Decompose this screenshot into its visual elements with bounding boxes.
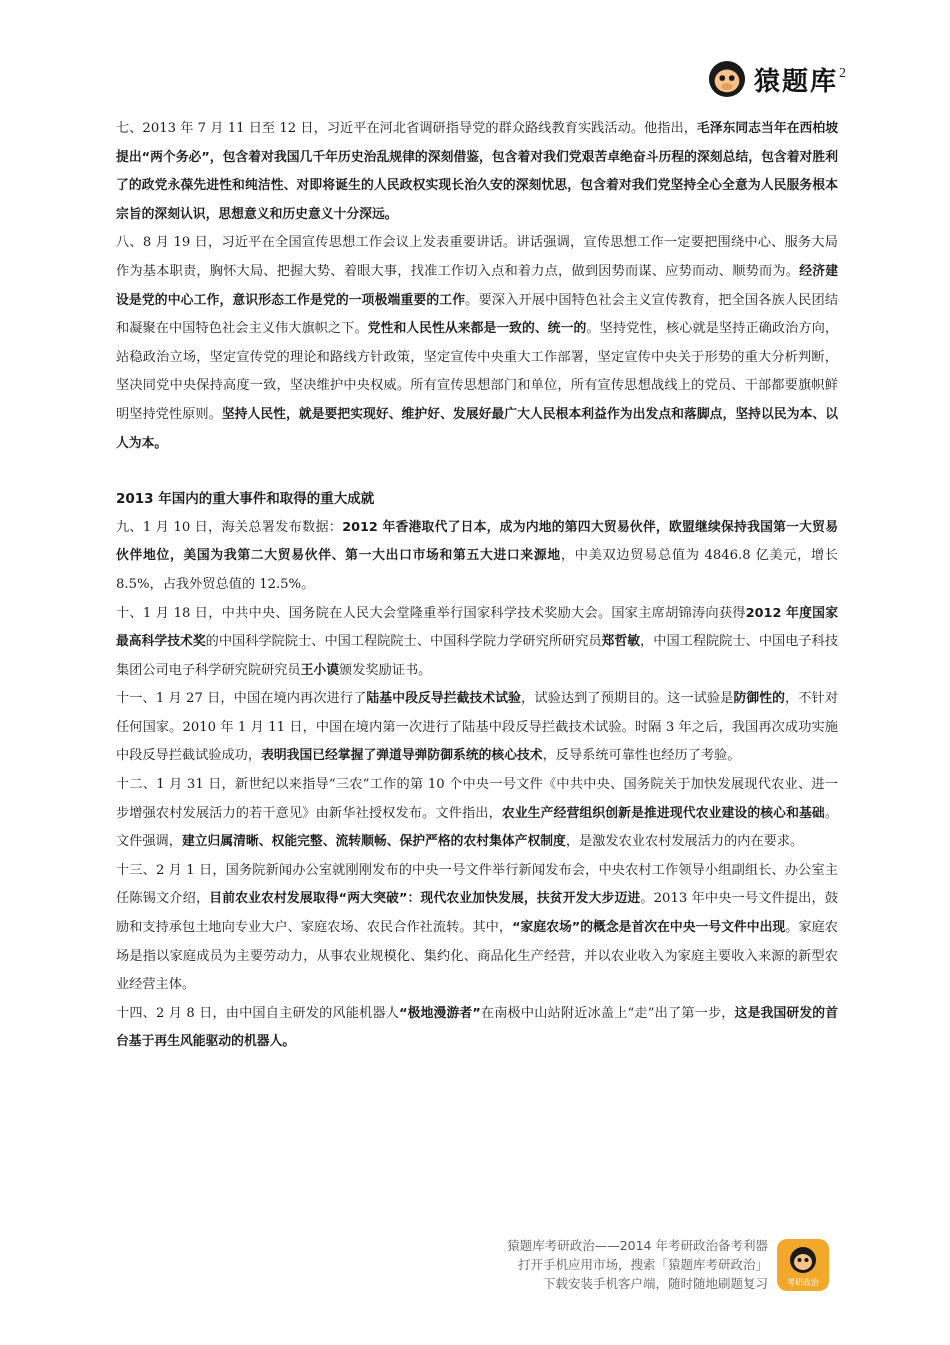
bold-text: 经济建设是党的中心工作，意识形态工作是党的一项极端重要的工作 [116,263,838,308]
text-run: 十、1 月 18 日，中共中央、国务院在人民大会堂隆重举行国家科学技术奖励大会。国家主席胡锦涛向获得 [116,605,746,621]
paragraph [116,514,838,600]
bold-text: 陆基中段反导拦截技术试验 [366,691,522,707]
footer-line-2: 打开手机应用市场，搜索「猿题库考研政治」 [517,1257,768,1272]
text-run: 。坚持党性，核心就是坚持正确政治方向，站稳政治立场，坚定宣传党的理论和路线方针政策，坚定宣传中央重大工作部署，坚定宣传中央关于形势的重大分析判断，坚决同党中央保持高度一致，坚决维护中央权威。所有宣传思想部门和单位，所有宣传思想战线上的党员、干部都要旗帜鲜明坚持党性原则。 [116,321,839,422]
text-run: 八、8 月 19 日，习近平在全国宣传思想工作会议上发表重要讲话。讲话强调，宣传思想工作一定要把围绕中心、服务大局作为基本职责，胸怀大局、把握大势、着眼大事，找准工作切入点和着力点，做到因势而谋、应势而动、顺势而为。 [116,235,838,279]
text-run: 。要深入开展中国特色社会主义宣传教育，把全国各族人民团结和凝聚在中国特色社会主义伟大旗帜之下。 [116,292,839,337]
text-run: ，反导系统可靠性也经历了考验。 [542,748,741,764]
app-icon-label: 考研政治 [787,1277,819,1287]
bold-text: 防御性的 [733,691,785,707]
bold-text: 2012 年度国家最高科学技术奖 [116,605,838,650]
bold-text: 郑哲敏 [601,634,641,650]
paragraph [116,685,838,771]
text-run: 七、2013 年 7 月 11 日至 12 日，习近平在河北省调研指导党的群众路线教育实践活动。他指出， [116,121,697,136]
text-run: 颁发奖励证书。 [339,662,432,678]
paragraph [116,600,838,686]
paragraph [116,771,838,857]
text-run: 九、1 月 10 日，海关总署发布数据： [116,519,343,535]
bold-text: 王小谟 [300,662,340,678]
bold-text: 建立归属清晰、权能完整、流转顺畅、保护严格的农村集体产权制度 [181,834,566,850]
header [708,60,838,98]
bold-text: 目前农业农村发展取得“两大突破”：现代农业加快发展，扶贫开发大步迈进 [209,891,641,907]
app-icon [776,1238,830,1292]
text-run: 的中国科学院院士、中国工程院院士、中国科学院力学研究所研究员 [205,634,602,650]
text-run: 在南极中山站附近冰盖上“走”出了第一步， [480,1005,735,1021]
section-title: 2013 年国内的重大事件和取得的重大成就 [116,491,375,508]
text-run: ，不针对任何国家。2010 年 1 月 11 日，中国在境内第一次进行了陆基中段反导拦截技术试验。时隔 3 年之后，我国再次成功实施中段反导拦截试验成功， [116,691,839,764]
bold-text: 坚持人民性，就是要把实现好、维护好、发展好最广大人民根本利益作为出发点和落脚点，坚持以民为本、以人为本。 [116,406,839,451]
text-run: ，中国工程院院士、中国电子科技集团公司电子科学研究院研究员 [116,634,839,678]
bold-text: 农业生产经营组织创新是推进现代农业建设的核心和基础 [501,805,825,821]
text-run: 十一、1 月 27 日，中国在境内再次进行了 [116,691,367,707]
bold-text: “家庭农场”的概念是首次在中央一号文件中出现 [512,920,786,936]
text-run: 十二、1 月 31 日，新世纪以来指导“三农”工作的第 10 个中央一号文件《中共中央、国务院关于加快发展现代农业、进一步增强农村发展活力的若干意见》由新华社授权发布。文件指出， [116,777,838,821]
text-run: 。家庭农场是指以家庭成员为主要劳动力，从事农业规模化、集约化、商品化生产经营，并以农业收入为家庭主要收入来源的新型农业经营主体。 [116,920,838,993]
text-run: ，中美双边贸易总值为 4846.8 亿美元，增长 8.5%，占我外贸总值的 12.5%。 [116,548,839,592]
monkey-logo-icon [708,60,746,98]
text-run: ，是激发农业农村发展活力的内在要求。 [565,834,804,850]
paragraph [116,857,838,1000]
text-run: 。2013 年中央一号文件提出，鼓励和支持承包土地向专业大户、家庭农场、农民合作社流转。其中， [116,891,839,936]
page-number: 2 [839,66,846,81]
footer-line-1: 猿题库考研政治——2014 年考研政治备考利器 [507,1238,768,1253]
bold-text: 毛泽东同志当年在西柏坡提出“两个务必”，包含着对我国几千年历史治乱规律的深刻借鉴，包含着对我们党艰苦卓绝奋斗历程的深刻总结，包含着对胜利了的政党永葆先进性和纯洁性、对即将诞生的人民政权实现长治久安的深刻忧思，包含着对我们党坚持全心全意为人民服务根本宗旨的深刻认识，思想意义和历史意义十分深远。 [116,121,838,222]
footer-text [507,1236,768,1293]
brand-name: 猿题库 [753,66,838,97]
bold-text: 2012 年香港取代了日本，成为内地的第四大贸易伙伴，欧盟继续保持我国第一大贸易伙伴地位，美国为我第二大贸易伙伴、第一大出口市场和第五大进口来源地 [116,519,838,564]
paragraph [116,115,838,229]
paragraph [116,1000,838,1057]
bold-text: 党性和人民性从来都是一致的、统一的 [367,321,587,337]
text-run: 十三、2 月 1 日，国务院新闻办公室就刚刚发布的中央一号文件举行新闻发布会，中央农村工作领导小组副组长、办公室主任陈锡文介绍， [116,862,838,907]
document-body [116,115,838,1057]
paragraph-group-1 [116,115,838,458]
bold-text: 表明我国已经掌握了弹道导弹防御系统的核心技术 [261,748,543,764]
text-run: 十四、2 月 8 日，由中国自主研发的风能机器人 [116,1005,400,1021]
paragraph [116,229,838,458]
footer-line-3: 下载安装手机客户端，随时随地刷题复习 [542,1276,768,1291]
text-run: ，试验达到了预期目的。这一试验是 [521,691,734,707]
footer [507,1236,830,1293]
bold-text: “极地漫游者” [399,1005,481,1021]
text-run: 。文件强调， [116,805,839,850]
paragraph-group-2 [116,514,838,1057]
bold-text: 这是我国研发的首台基于再生风能驱动的机器人。 [116,1005,839,1050]
